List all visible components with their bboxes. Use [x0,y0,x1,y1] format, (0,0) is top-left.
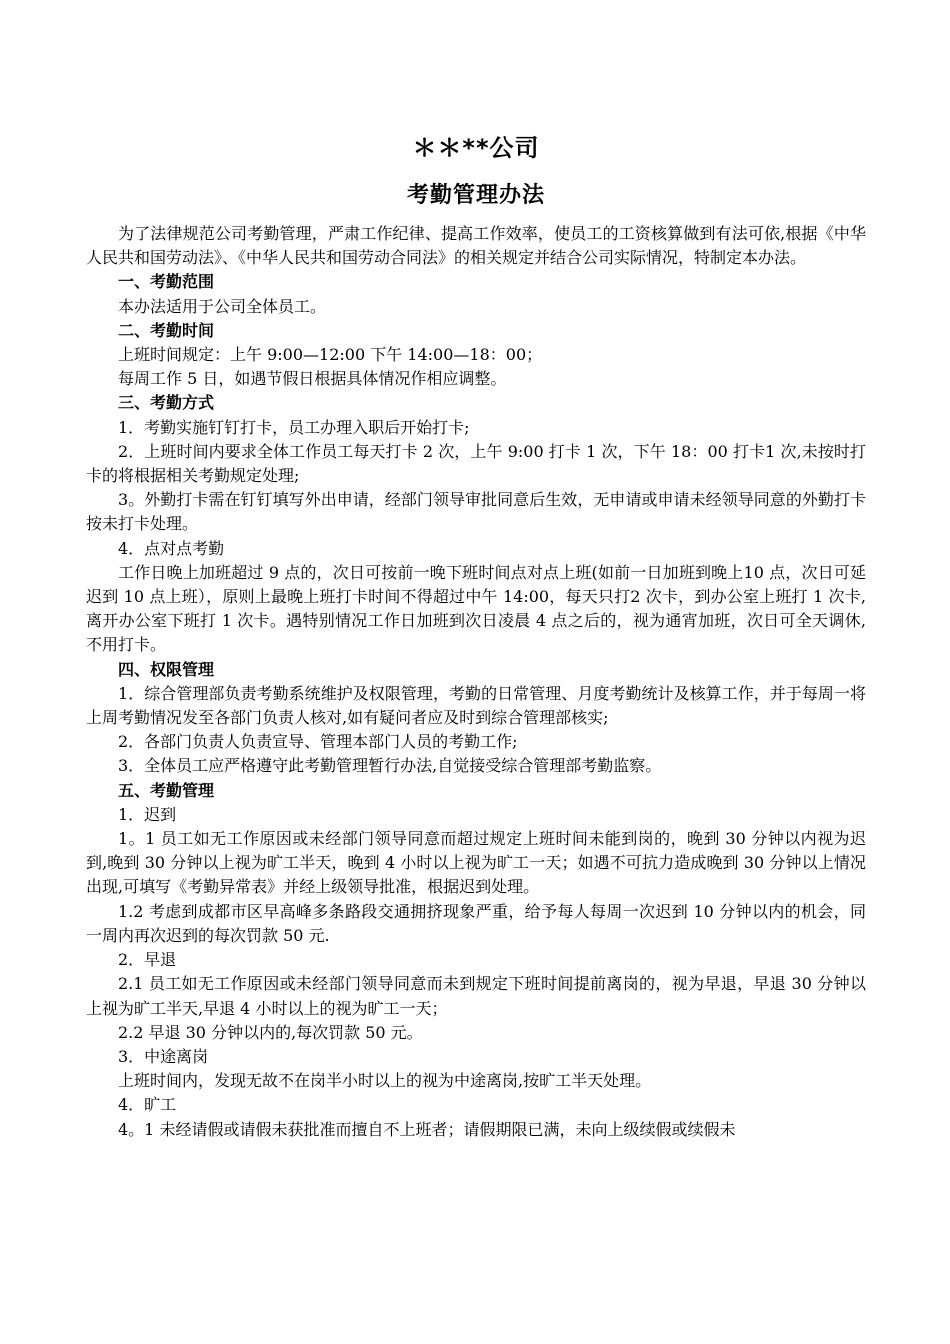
paragraph: 1。1 员工如无工作原因或未经部门领导同意而超过规定上班时间未能到岗的，晚到 30 分钟以内视为迟到,晚到 30 分钟以上视为旷工半天，晚到 4 小时以上视为旷工一天；如遇不可抗力造成晚到 30 分钟以上情况出现,可填写《考勤异常表》并经上级领导批准，根据迟到处理。 [86,829,866,897]
paragraph: 2.1 员工如无工作原因或未经部门领导同意而未到规定下班时间提前离岗的，视为早退，早退 30 分钟以上视为旷工半天,早退 4 小时以上的视为旷工一天； [86,974,866,1018]
paragraph: 4。1 未经请假或请假未获批准而擅自不上班者；请假期限已满，未向上级续假或续假未 [118,1119,736,1139]
paragraph: 4．旷工 [118,1095,177,1115]
paragraph: 2.2 早退 30 分钟以内的,每次罚款 50 元。 [118,1022,423,1042]
document-body [86,222,866,1142]
paragraph: 1．迟到 [118,804,177,824]
paragraph: 2．上班时间内要求全体工作员工每天打卡 2 次，上午 9:00 打卡 1 次，下午 18：00 打卡1 次,未按时打卡的将根据相关考勤规定处理; [86,441,866,486]
paragraph: 工作日晚上加班超过 9 点的，次日可按前一晚下班时间点对点上班(如前一日加班到晚上10 点，次日可延迟到 10 点上班），原则上最晚上班打卡时间不得超过中午 14:00，每天只打2 次卡，到办公室上班打 1 次卡,离开办公室下班打 1 次卡。遇特别情况工作日加班到次日凌晨 4 点之后的，视为通宵加班，次日可全天调休,不用打卡。 [86,562,866,655]
paragraph: 1.2 考虑到成都市区早高峰多条路段交通拥挤现象严重，给予每人每周一次迟到 10 分钟以内的机会，同一周内再次迟到的每次罚款 50 元. [86,901,866,945]
paragraph: 4．点对点考勤 [118,538,225,558]
section-heading: 三、考勤方式 [118,393,215,413]
paragraph: 3。外勤打卡需在钉钉填写外出申请，经部门领导审批同意后生效，无申请或申请未经领导同意的外勤打卡按未打卡处理。 [86,490,866,534]
paragraph: 3．全体员工应严格遵守此考勤管理暂行办法,自觉接受综合管理部考勤监察。 [118,756,662,776]
paragraph: 2．各部门负责人负责宣导、管理本部门人员的考勤工作; [118,732,518,752]
paragraph: 2．早退 [118,950,177,970]
paragraph: 1．综合管理部负责考勤系统维护及权限管理，考勤的日常管理、月度考勤统计及核算工作，并于每周一将上周考勤情况发至各部门负责人核对,如有疑问者应及时到综合管理部核实; [86,683,866,728]
section-heading: 一、考勤范围 [118,272,215,292]
paragraph: 1．考勤实施钉钉打卡，员工办理入职后开始打卡; [118,417,470,437]
paragraph: 上班时间内，发现无故不在岗半小时以上的视为中途离岗,按旷工半天处理。 [118,1071,652,1091]
paragraph: 本办法适用于公司全体员工。 [118,296,327,316]
document-page [86,128,866,1142]
company-name: ＊＊**公司 [412,134,540,162]
paragraph: 3．中途离岗 [118,1046,209,1066]
section-heading: 五、考勤管理 [118,780,215,800]
paragraph: 每周工作 5 日，如遇节假日根据具体情况作相应调整。 [118,369,507,389]
document-title: 考勤管理办法 [406,183,545,208]
paragraph: 为了法律规范公司考勤管理，严肃工作纪律、提高工作效率，使员工的工资核算做到有法可依,根据《中华人民共和国劳动法》、《中华人民共和国劳动合同法》的相关规定并结合公司实际情况，特制定本办法。 [86,224,866,268]
section-heading: 二、考勤时间 [118,320,215,340]
paragraph: 上班时间规定：上午 9:00—12:00 下午 14:00—18：00； [118,345,543,365]
section-heading: 四、权限管理 [118,659,215,679]
